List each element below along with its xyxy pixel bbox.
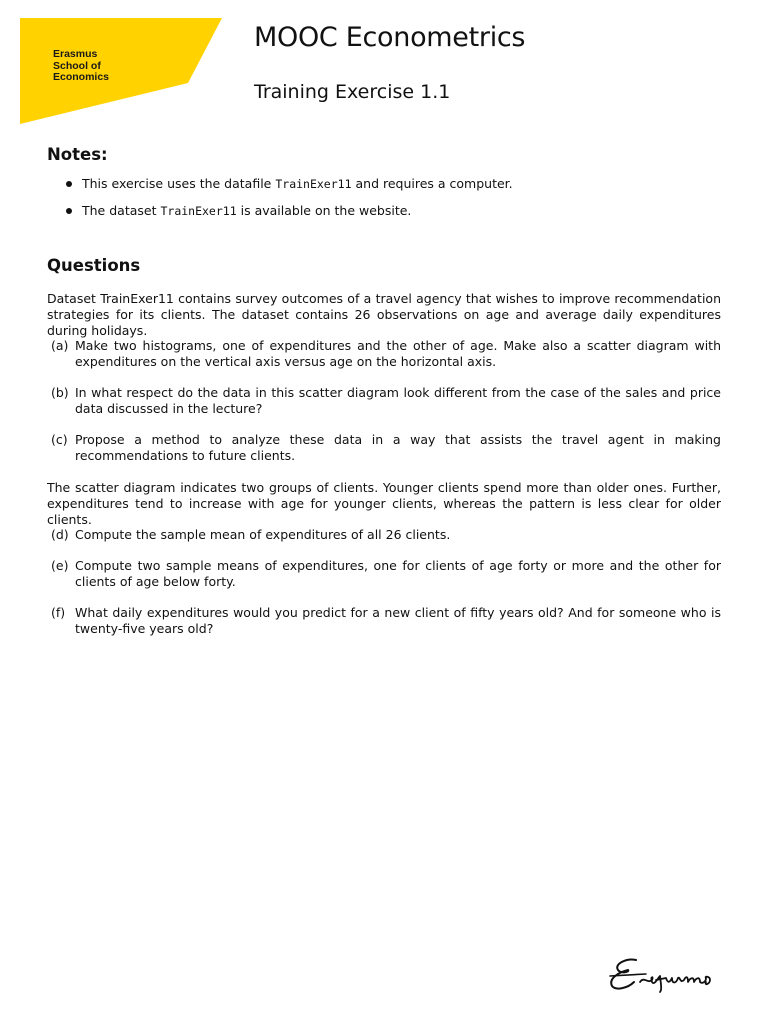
question-label: (b) [51, 385, 69, 400]
questions-heading: Questions [47, 256, 141, 275]
list-item: This exercise uses the datafile TrainExer11 and requires a computer. [66, 176, 726, 203]
page-title: MOOC Econometrics [254, 22, 526, 53]
question-label: (a) [51, 338, 69, 353]
middle-paragraph: The scatter diagram indicates two groups of clients. Younger clients spend more than older ones. Further, expenditures tend to increase with age for younger clients, whereas the pattern is less clear for older clients. [47, 480, 721, 527]
question-text: What daily expenditures would you predict for a new client of fifty years old? And for someone who is twenty-five years old? [75, 605, 721, 636]
logo-line: Erasmus [53, 48, 98, 60]
question-d [47, 527, 721, 543]
list-item: The dataset TrainExer11 is available on the website. [66, 203, 726, 230]
notes-heading: Notes: [47, 145, 108, 164]
bullet-icon [66, 208, 72, 214]
question-b [47, 385, 721, 417]
question-f [47, 605, 721, 637]
question-text: In what respect do the data in this scatter diagram look different from the case of the sales and price data discussed in the lecture? [75, 385, 721, 416]
dataset-name: TrainExer11 [275, 177, 352, 191]
school-logo [20, 18, 222, 124]
question-text: Compute the sample mean of expenditures of all 26 clients. [75, 527, 451, 542]
question-text: Make two histograms, one of expenditures and the other of age. Make also a scatter diagram with expenditures on the vertical axis versus age on the horizontal axis. [75, 338, 721, 369]
signature-icon [606, 954, 721, 994]
erasmus-signature-logo [606, 954, 721, 998]
question-e [47, 558, 721, 590]
question-text: Compute two sample means of expenditures, one for clients of age forty or more and the other for clients of age below forty. [75, 558, 721, 589]
logo-yellow-shape [20, 18, 222, 124]
notes-list [66, 176, 726, 230]
intro-paragraph: Dataset TrainExer11 contains survey outcomes of a travel agency that wishes to improve recommendation strategies for its clients. The dataset contains 26 observations on age and average daily expenditures during holidays. [47, 291, 721, 338]
question-label: (e) [51, 558, 69, 573]
logo-text [53, 49, 109, 84]
question-a [47, 338, 721, 370]
page-subtitle: Training Exercise 1.1 [254, 81, 451, 103]
question-label: (c) [51, 432, 68, 447]
logo-line: Economics [53, 71, 110, 83]
question-text: Propose a method to analyze these data in a way that assists the travel agent in making recommendations to future clients. [75, 432, 721, 463]
bullet-icon [66, 181, 72, 187]
question-label: (d) [51, 527, 69, 542]
logo-line: School of [53, 59, 101, 72]
dataset-name: TrainExer11 [160, 204, 237, 218]
question-label: (f) [51, 605, 66, 620]
question-c [47, 432, 721, 464]
